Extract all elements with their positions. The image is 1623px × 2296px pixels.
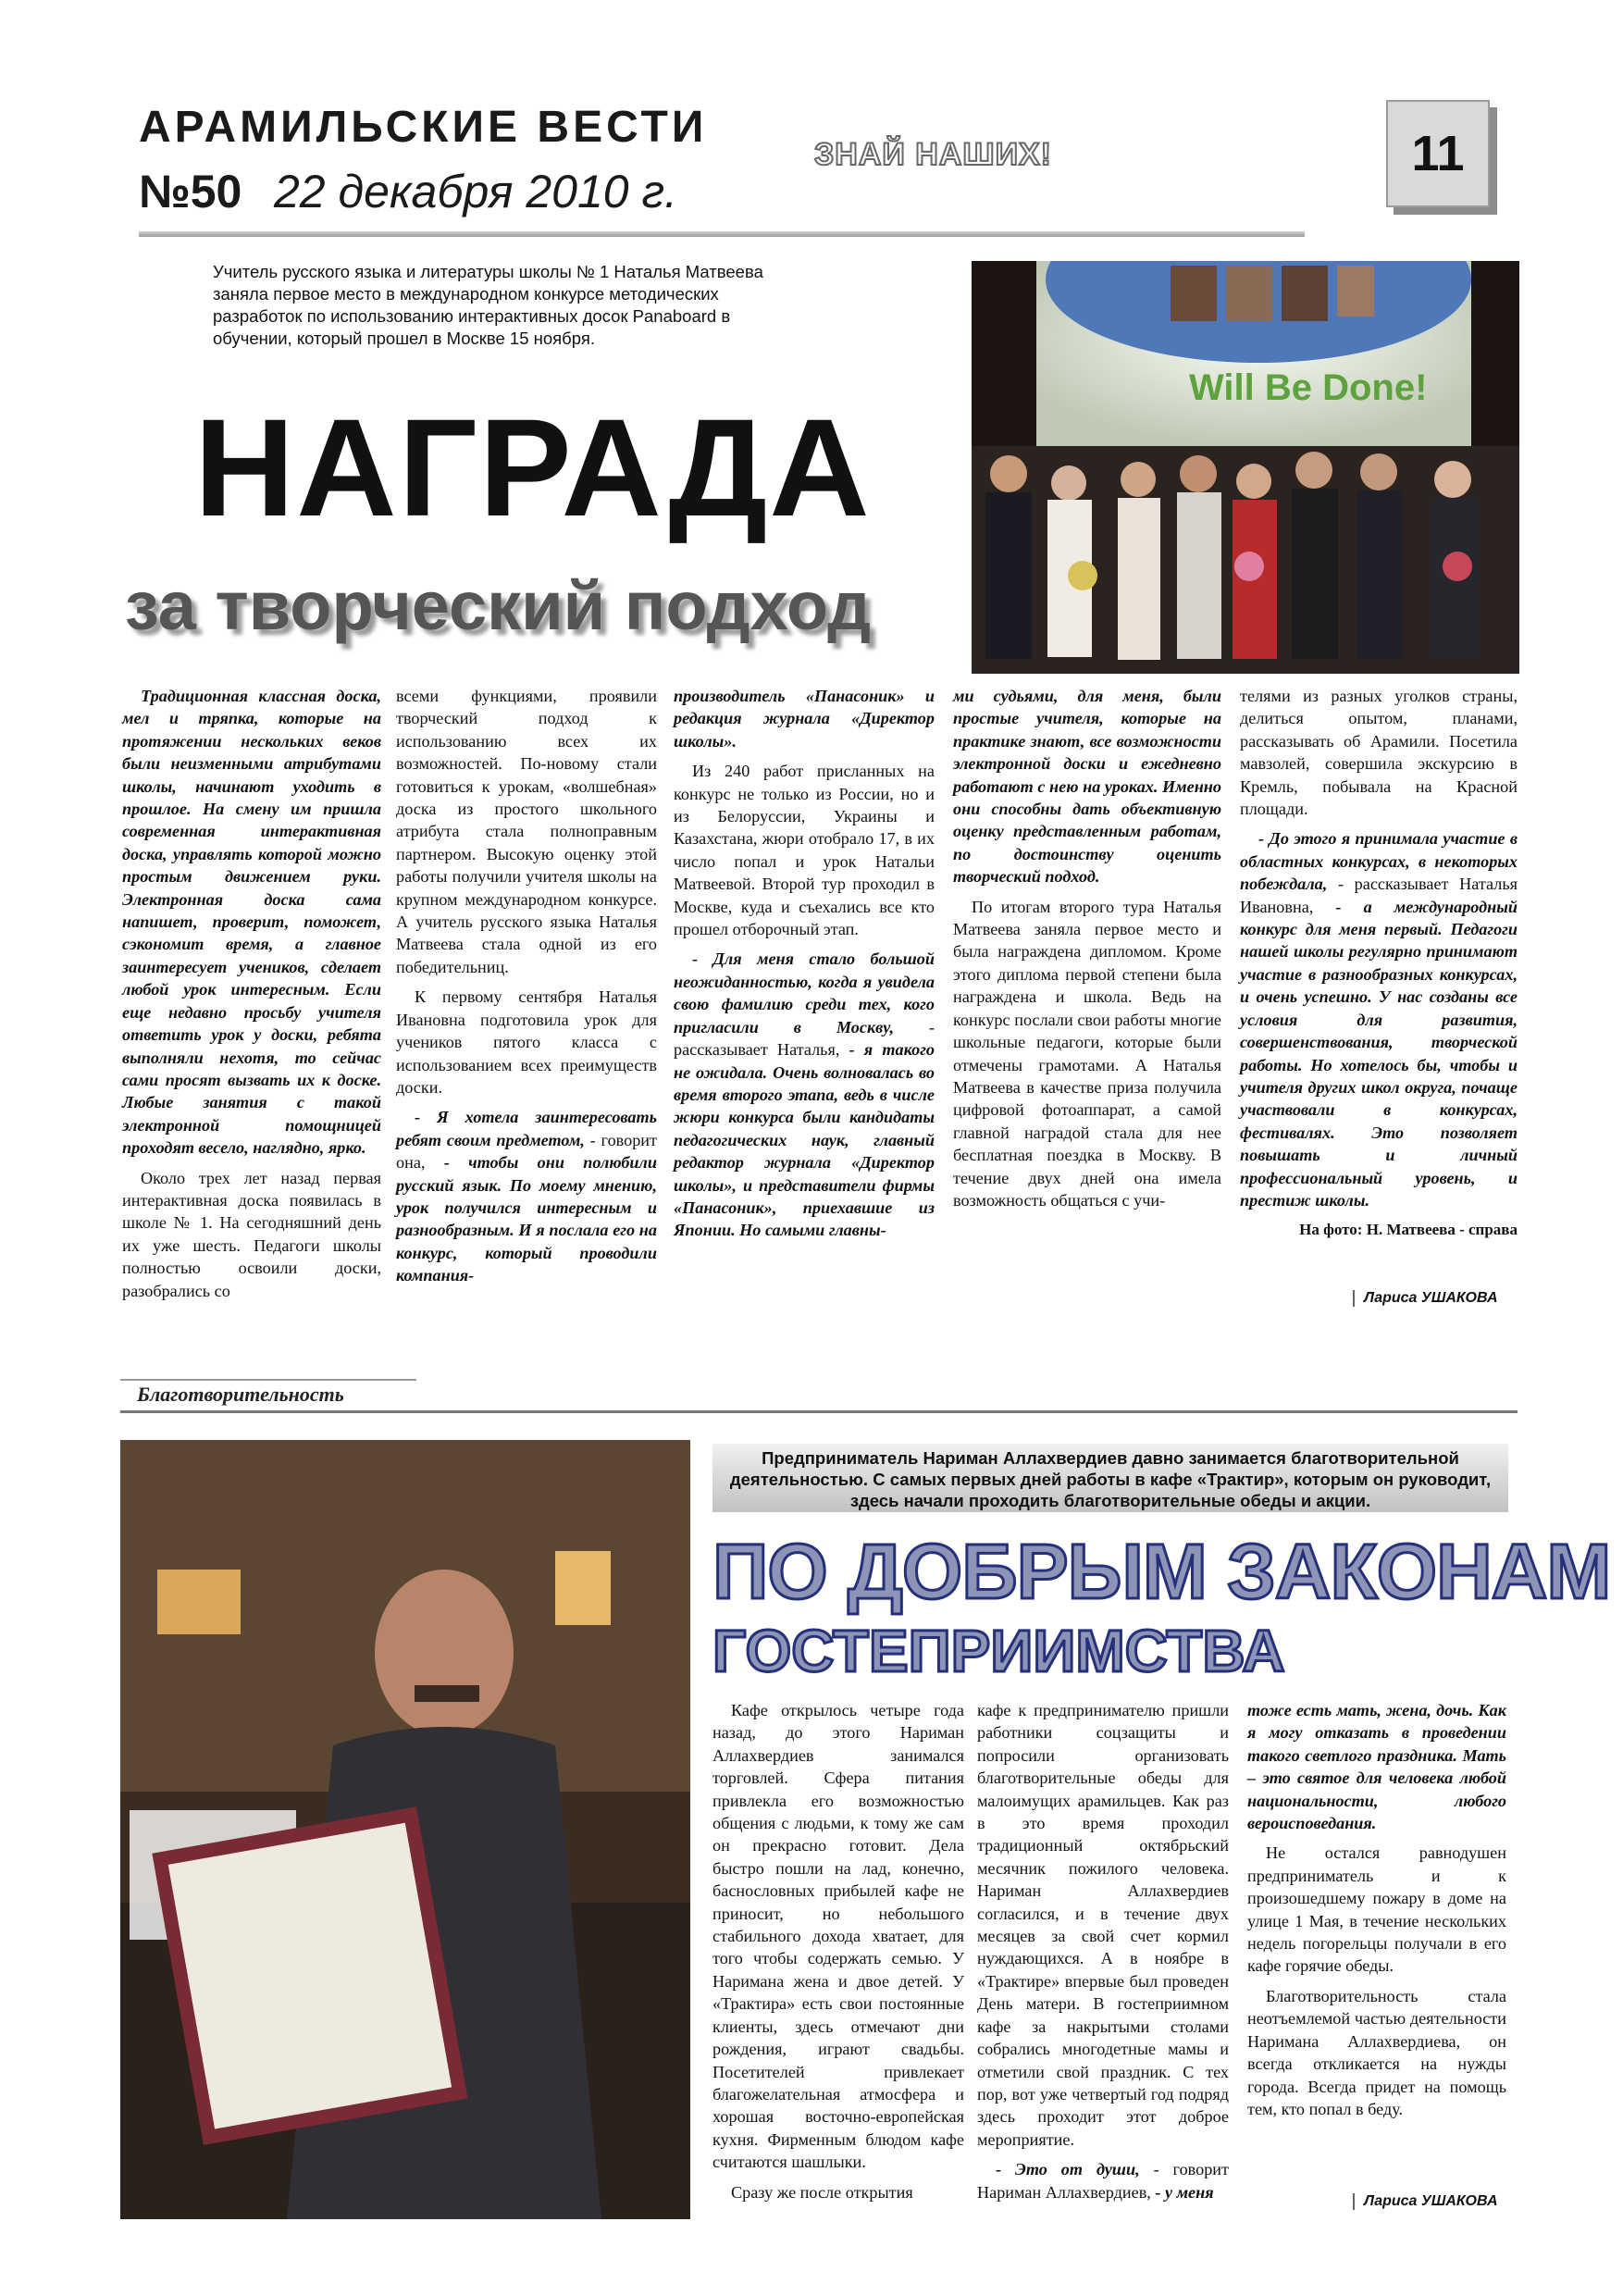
section-rule-short	[120, 1379, 416, 1381]
article1-column-3	[674, 685, 935, 1249]
article2-col3-p2: Не остался равнодушен предприниматель и к произошедшему пожару в доме на улице 1 Мая, в течение нескольких недель погорельцы получали в его кафе горячие обеды.	[1247, 1843, 1506, 1976]
article2-column-2	[977, 1699, 1229, 2211]
article2-col1-p1: Кафе открылось четыре года назад, до этого Нариман Аллахвердиев занимался торговлей. Сфера питания привлекла его возможностью общения с людьми, к тому же сам он прекрасно готовит. Дела быстро пошли на лад, конечно, баснословных прибылей кафе не приносит, но небольшого стабильного дохода хватает, для того чтобы содержать семью. У Наримана жена и двое детей. У «Трактира» есть свои постоянные клиенты, здесь отмечают дни рождения, играют свадьбы. Посетителей привлекает благожелательная атмосфера и хорошая восточно-европейская кухня. Фирменным блюдом кафе считаются шашлыки.	[712, 1701, 964, 2172]
section-rule	[120, 1410, 1518, 1413]
article2-column-3	[1247, 1699, 1506, 2128]
issue-date: 22 декабря 2010 г.	[274, 166, 678, 217]
article1-col3-p2: Из 240 работ присланных на конкурс не только из России, но и из Белоруссии, Украины и Казахстана, жюри отобрало 17, в их число попал и урок Натальи Матвеевой. Второй тур проходил в Москве, куда и съехались все кто прошел отборочный этап.	[674, 762, 935, 939]
masthead-rule	[139, 231, 1305, 237]
article1-headline: НАГРАДА	[194, 390, 872, 545]
article2-col2-p2: - Это от души, - говорит Нариман Аллахвердиев, - у меня	[977, 2160, 1229, 2202]
article1-column-1	[122, 685, 381, 1309]
article1-col5-p1: телями из разных уголков страны, делиться опытом, планами, рассказывать об Арамили. Посетила мавзолей, совершила экскурсию в Кремль, побывала на Красной площади.	[1240, 687, 1518, 819]
article1-col2-p1: всеми функциями, проявили творческий подход к использованию всех их возможностей. По-новому стали готовиться к урокам, «волшебная» доска из простого школьного атрибута стала полноправным партнером. Высокую оценку этой работы получили учителя школы на крупном международном конкурсе. А учитель русского языка Наталья Матвеева стала одной из его победительниц.	[396, 687, 657, 976]
article1-col1-text: Около трех лет назад первая интерактивная доска появилась в школе № 1. На сегодняшний день их уже шесть. Педагоги школы полностью освоили доски, разобрались со	[122, 1168, 381, 1300]
newspaper-title: АРАМИЛЬСКИЕ ВЕСТИ	[139, 103, 708, 152]
issue-number: №50	[139, 166, 242, 217]
article2-col2-p1: кафе к предпринимателю пришли работники соцзащиты и попросили организовать благотворительные обеды для малоимущих арамильцев. Как раз в это время проходил традиционный октябрьский месячник пожилого человека. Нариман Аллахвердиев согласился, и в течение двух месяцев за свой счет кормил нуждающихся. А в ноябре в «Трактире» впервые был проведен День матери. В гостеприимном кафе за накрытыми столами собрались многодетные мамы и отметили свой праздник. С тех пор, вот уже четвертый год подряд здесь проходит этот доброе мероприятие.	[977, 1701, 1229, 2149]
article1-photo	[972, 261, 1519, 674]
article2-lead: Предприниматель Нариман Аллахвердиев давно занимается благотворительной деятельностью. С самых первых дней работы в кафе «Трактир», которым он руководит, здесь начали проходить благотворительные обеды и акции.	[712, 1444, 1508, 1512]
article1-col2-p2: К первому сентября Наталья Ивановна подготовила урок для учеников пятого класса с использованием всех преимуществ доски.	[396, 987, 657, 1097]
article1-author: Лариса УШАКОВА	[1353, 1290, 1498, 1307]
article1-col4-p1: ми судьями, для меня, были простые учителя, которые на практике знают, все возможности электронной доски и ежедневно работают с нею на уроках. Именно они способны дать объективную оценку представленным работам, по достоинству оценить творческий подход.	[953, 687, 1221, 887]
article2-author: Лариса УШАКОВА	[1353, 2193, 1498, 2210]
article1-col2-p3: - Я хотела заинтересовать ребят своим предметом, - говорит она, - чтобы они полюбили русский язык. По моему мнению, урок получился интересным и разнообразным. И я послала его на конкурс, который проводили компания-	[396, 1108, 657, 1285]
article2-photo	[120, 1440, 690, 2219]
photo-award-ceremony	[972, 261, 1519, 674]
article2-subheadline: ГОСТЕПРИИМСТВА	[712, 1618, 1285, 1684]
article1-photo-caption: На фото: Н. Матвеева - справа	[1299, 1221, 1518, 1239]
article1-subheadline: за творческий подход	[125, 567, 872, 644]
article1-column-2	[396, 685, 657, 1295]
article1-col3-p3: - Для меня стало большой неожиданностью, когда я увидела свою фамилию среди тех, кого пригласили в Москву, - рассказывает Наталья, - я такого не ожидала. Очень волновалась во время второго этапа, ведь в числе жюри конкурса были кандидаты педагогических наук, главный редактор журнала «Директор школы», и представители фирмы «Панасоник», приехавшие из Японии. Но самыми главны-	[674, 949, 935, 1240]
article2-column-1	[712, 1699, 964, 2211]
article1-col4-p2: По итогам второго тура Наталья Матвеева заняла первое место и была награждена дипломом. Кроме этого диплома первой степени была награждена и школа. Ведь на конкурс послали свои работы многие школьные педагоги, которые были отмечены грамотами. А Наталья Матвеева в качестве приза получила цифровой фотоаппарат, а самой главной наградой стала для нее бесплатная поездка в Москву. В течение двух дней она имела возможность общаться с учи-	[953, 897, 1221, 1210]
article1-column-4	[953, 685, 1221, 1219]
photo-banner-text: Will Be Done!	[1189, 367, 1428, 408]
article2-col3-p3: Благотворительность стала неотъемлемой частью деятельности Наримана Аллахвердиева, он всегда откликается на нужды города. Всегда придет на помощь тем, кто попал в беду.	[1247, 1986, 1506, 2118]
article2-col1-p2: Сразу же после открытия	[731, 2182, 913, 2202]
article1-col5-p2: - До этого я принимала участие в областных конкурсах, в некоторых побеждала, - рассказывает Наталья Ивановна, - а международный конкурс для меня первый. Педагоги нашей школы регулярно принимают участие в разнообразных конкурсах, и очень успешно. У нас созданы все условия для развития, совершенствования, творческой работы. Но хотелось бы, чтобы и учителя других школ округа, почаще участвовали в конкурсах, фестивалях. Это позволяет повышать и личный профессиональный уровень, и престиж школы.	[1240, 829, 1518, 1210]
article1-col1-intro: Традиционная классная доска, мел и тряпка, которые на протяжении нескольких веков были неизменными атрибутами школы, начинают уходить в прошлое. На смену им пришла современная интерактивная доска, управлять которой можно простым движением руки. Электронная доска сама напишет, проверит, поможет, сэкономит время, а главное заинтересует учеников, сделает любой урок интересным. Если еще недавно просьбу учителя ответить урок у доски, ребята выполняли нехотя, то сейчас сами просят вызвать их к доске. Любые занятия с такой электронной помощницей проходят весело, наглядно, ярко.	[122, 687, 381, 1158]
article1-lead: Учитель русского языка и литературы школы № 1 Наталья Матвеева заняла первое место в международном конкурсе методических разработок по использованию интерактивных досок Panaboard в обучении, который прошел в Москве 15 ноября.	[213, 262, 763, 348]
article2-col3-p1: тоже есть мать, жена, дочь. Как я могу отказать в проведении такого светлого праздника. Мать – это святое для человека любой национальности, любого вероисповедания.	[1247, 1701, 1506, 1833]
rubric-label: ЗНАЙ НАШИХ!	[814, 137, 1053, 172]
article1-col3-p1: производитель «Панасоник» и редакция журнала «Директор школы».	[674, 687, 935, 751]
page-number: 11	[1386, 100, 1490, 207]
photo-cafe-owner	[120, 1440, 690, 2219]
article2-headline: ПО ДОБРЫМ ЗАКОНАМ	[712, 1528, 1611, 1615]
article1-column-5	[1240, 685, 1518, 1242]
section-label: Благотворительность	[137, 1383, 344, 1406]
